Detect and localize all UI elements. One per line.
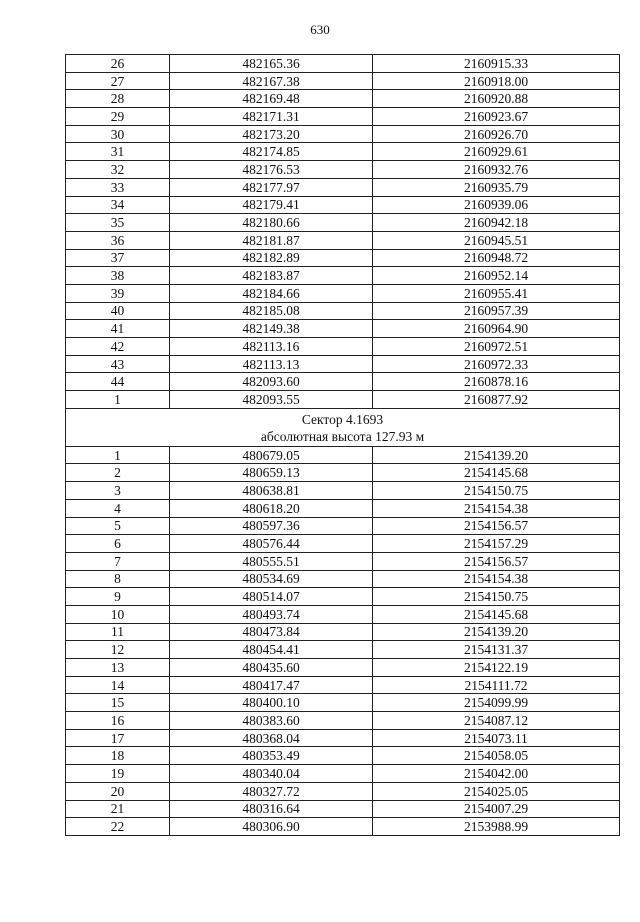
x-coordinate-cell: 480353.49 (170, 747, 373, 765)
table-row (66, 729, 620, 747)
point-number-cell: 37 (66, 249, 170, 267)
x-coordinate-cell: 480327.72 (170, 782, 373, 800)
table-row (66, 517, 620, 535)
point-number-cell: 31 (66, 143, 170, 161)
table-row (66, 320, 620, 338)
point-number-cell: 1 (66, 391, 170, 409)
y-coordinate-cell: 2160915.33 (373, 55, 620, 73)
point-number-cell: 39 (66, 284, 170, 302)
table-row (66, 90, 620, 108)
table-row (66, 373, 620, 391)
table-row (66, 694, 620, 712)
point-number-cell: 40 (66, 302, 170, 320)
x-coordinate-cell: 482093.55 (170, 391, 373, 409)
point-number-cell: 44 (66, 373, 170, 391)
x-coordinate-cell: 480618.20 (170, 499, 373, 517)
point-number-cell: 10 (66, 605, 170, 623)
y-coordinate-cell: 2160877.92 (373, 391, 620, 409)
point-number-cell: 28 (66, 90, 170, 108)
x-coordinate-cell: 482184.66 (170, 284, 373, 302)
x-coordinate-cell: 482176.53 (170, 161, 373, 179)
table-row (66, 659, 620, 677)
x-coordinate-cell: 480454.41 (170, 641, 373, 659)
point-number-cell: 17 (66, 729, 170, 747)
x-coordinate-cell: 480534.69 (170, 570, 373, 588)
x-coordinate-cell: 480555.51 (170, 552, 373, 570)
x-coordinate-cell: 480597.36 (170, 517, 373, 535)
y-coordinate-cell: 2154111.72 (373, 676, 620, 694)
y-coordinate-cell: 2153988.99 (373, 818, 620, 836)
point-number-cell: 32 (66, 161, 170, 179)
point-number-cell: 11 (66, 623, 170, 641)
y-coordinate-cell: 2154145.68 (373, 605, 620, 623)
y-coordinate-cell: 2154156.57 (373, 517, 620, 535)
table-row (66, 535, 620, 553)
y-coordinate-cell: 2154007.29 (373, 800, 620, 818)
point-number-cell: 30 (66, 125, 170, 143)
x-coordinate-cell: 480659.13 (170, 464, 373, 482)
point-number-cell: 7 (66, 552, 170, 570)
point-number-cell: 21 (66, 800, 170, 818)
point-number-cell: 19 (66, 765, 170, 783)
page-number: 630 (310, 22, 330, 37)
table-row (66, 178, 620, 196)
y-coordinate-cell: 2154157.29 (373, 535, 620, 553)
x-coordinate-cell: 482165.36 (170, 55, 373, 73)
point-number-cell: 8 (66, 570, 170, 588)
table-row (66, 302, 620, 320)
point-number-cell: 38 (66, 267, 170, 285)
point-number-cell: 5 (66, 517, 170, 535)
table-row (66, 782, 620, 800)
table-row (66, 605, 620, 623)
point-number-cell: 41 (66, 320, 170, 338)
table-row (66, 231, 620, 249)
x-coordinate-cell: 482171.31 (170, 108, 373, 126)
y-coordinate-cell: 2160918.00 (373, 72, 620, 90)
y-coordinate-cell: 2160945.51 (373, 231, 620, 249)
x-coordinate-cell: 482180.66 (170, 214, 373, 232)
y-coordinate-cell: 2160972.33 (373, 355, 620, 373)
x-coordinate-cell: 482167.38 (170, 72, 373, 90)
y-coordinate-cell: 2160939.06 (373, 196, 620, 214)
table-row (66, 676, 620, 694)
point-number-cell: 13 (66, 659, 170, 677)
table-row (66, 588, 620, 606)
point-number-cell: 2 (66, 464, 170, 482)
table-row (66, 482, 620, 500)
point-number-cell: 16 (66, 712, 170, 730)
coordinates-table-body (66, 55, 620, 836)
point-number-cell: 34 (66, 196, 170, 214)
point-number-cell: 33 (66, 178, 170, 196)
table-row (66, 391, 620, 409)
y-coordinate-cell: 2154145.68 (373, 464, 620, 482)
table-row (66, 747, 620, 765)
x-coordinate-cell: 482169.48 (170, 90, 373, 108)
point-number-cell: 43 (66, 355, 170, 373)
table-row (66, 267, 620, 285)
table-row (66, 55, 620, 73)
point-number-cell: 35 (66, 214, 170, 232)
point-number-cell: 26 (66, 55, 170, 73)
y-coordinate-cell: 2154139.20 (373, 446, 620, 464)
x-coordinate-cell: 480417.47 (170, 676, 373, 694)
table-row (66, 108, 620, 126)
sector-header-cell (66, 408, 620, 446)
y-coordinate-cell: 2160957.39 (373, 302, 620, 320)
table-row (66, 464, 620, 482)
y-coordinate-cell: 2154073.11 (373, 729, 620, 747)
sector-altitude: абсолютная высота 127.93 м (260, 428, 425, 444)
point-number-cell: 20 (66, 782, 170, 800)
y-coordinate-cell: 2154025.05 (373, 782, 620, 800)
coordinates-table (65, 54, 620, 836)
point-number-cell: 15 (66, 694, 170, 712)
x-coordinate-cell: 482182.89 (170, 249, 373, 267)
table-row (66, 641, 620, 659)
table-row (66, 623, 620, 641)
x-coordinate-cell: 480679.05 (170, 446, 373, 464)
y-coordinate-cell: 2154150.75 (373, 588, 620, 606)
y-coordinate-cell: 2160935.79 (373, 178, 620, 196)
table-row (66, 249, 620, 267)
x-coordinate-cell: 482185.08 (170, 302, 373, 320)
x-coordinate-cell: 482177.97 (170, 178, 373, 196)
x-coordinate-cell: 482173.20 (170, 125, 373, 143)
table-row (66, 338, 620, 356)
y-coordinate-cell: 2154154.38 (373, 570, 620, 588)
y-coordinate-cell: 2160964.90 (373, 320, 620, 338)
y-coordinate-cell: 2154156.57 (373, 552, 620, 570)
point-number-cell: 4 (66, 499, 170, 517)
y-coordinate-cell: 2154131.37 (373, 641, 620, 659)
y-coordinate-cell: 2160878.16 (373, 373, 620, 391)
y-coordinate-cell: 2154150.75 (373, 482, 620, 500)
x-coordinate-cell: 482179.41 (170, 196, 373, 214)
table-row (66, 712, 620, 730)
table-row (66, 355, 620, 373)
y-coordinate-cell: 2160923.67 (373, 108, 620, 126)
table-row (66, 143, 620, 161)
y-coordinate-cell: 2154122.19 (373, 659, 620, 677)
x-coordinate-cell: 482113.13 (170, 355, 373, 373)
point-number-cell: 12 (66, 641, 170, 659)
sector-title: Сектор 4.1693 (301, 411, 384, 427)
y-coordinate-cell: 2160929.61 (373, 143, 620, 161)
x-coordinate-cell: 480400.10 (170, 694, 373, 712)
y-coordinate-cell: 2160926.70 (373, 125, 620, 143)
x-coordinate-cell: 482174.85 (170, 143, 373, 161)
point-number-cell: 18 (66, 747, 170, 765)
point-number-cell: 1 (66, 446, 170, 464)
table-row (66, 125, 620, 143)
sector-header-row (66, 408, 620, 446)
y-coordinate-cell: 2160932.76 (373, 161, 620, 179)
table-row (66, 284, 620, 302)
x-coordinate-cell: 480435.60 (170, 659, 373, 677)
y-coordinate-cell: 2160955.41 (373, 284, 620, 302)
x-coordinate-cell: 482181.87 (170, 231, 373, 249)
x-coordinate-cell: 480638.81 (170, 482, 373, 500)
x-coordinate-cell: 482093.60 (170, 373, 373, 391)
x-coordinate-cell: 480306.90 (170, 818, 373, 836)
table-row (66, 818, 620, 836)
point-number-cell: 29 (66, 108, 170, 126)
table-row (66, 196, 620, 214)
y-coordinate-cell: 2154042.00 (373, 765, 620, 783)
table-row (66, 214, 620, 232)
table-row (66, 800, 620, 818)
x-coordinate-cell: 480340.04 (170, 765, 373, 783)
table-row (66, 499, 620, 517)
point-number-cell: 14 (66, 676, 170, 694)
point-number-cell: 27 (66, 72, 170, 90)
point-number-cell: 6 (66, 535, 170, 553)
y-coordinate-cell: 2154139.20 (373, 623, 620, 641)
y-coordinate-cell: 2154154.38 (373, 499, 620, 517)
table-row (66, 765, 620, 783)
point-number-cell: 42 (66, 338, 170, 356)
x-coordinate-cell: 482183.87 (170, 267, 373, 285)
y-coordinate-cell: 2160948.72 (373, 249, 620, 267)
y-coordinate-cell: 2154087.12 (373, 712, 620, 730)
x-coordinate-cell: 480514.07 (170, 588, 373, 606)
x-coordinate-cell: 480576.44 (170, 535, 373, 553)
x-coordinate-cell: 480473.84 (170, 623, 373, 641)
y-coordinate-cell: 2160972.51 (373, 338, 620, 356)
x-coordinate-cell: 480316.64 (170, 800, 373, 818)
point-number-cell: 36 (66, 231, 170, 249)
y-coordinate-cell: 2154058.05 (373, 747, 620, 765)
y-coordinate-cell: 2160942.18 (373, 214, 620, 232)
x-coordinate-cell: 480383.60 (170, 712, 373, 730)
table-row (66, 72, 620, 90)
table-row (66, 552, 620, 570)
point-number-cell: 3 (66, 482, 170, 500)
y-coordinate-cell: 2160952.14 (373, 267, 620, 285)
table-row (66, 446, 620, 464)
point-number-cell: 22 (66, 818, 170, 836)
x-coordinate-cell: 482149.38 (170, 320, 373, 338)
y-coordinate-cell: 2160920.88 (373, 90, 620, 108)
y-coordinate-cell: 2154099.99 (373, 694, 620, 712)
x-coordinate-cell: 480493.74 (170, 605, 373, 623)
x-coordinate-cell: 480368.04 (170, 729, 373, 747)
table-row (66, 161, 620, 179)
x-coordinate-cell: 482113.16 (170, 338, 373, 356)
point-number-cell: 9 (66, 588, 170, 606)
table-row (66, 570, 620, 588)
